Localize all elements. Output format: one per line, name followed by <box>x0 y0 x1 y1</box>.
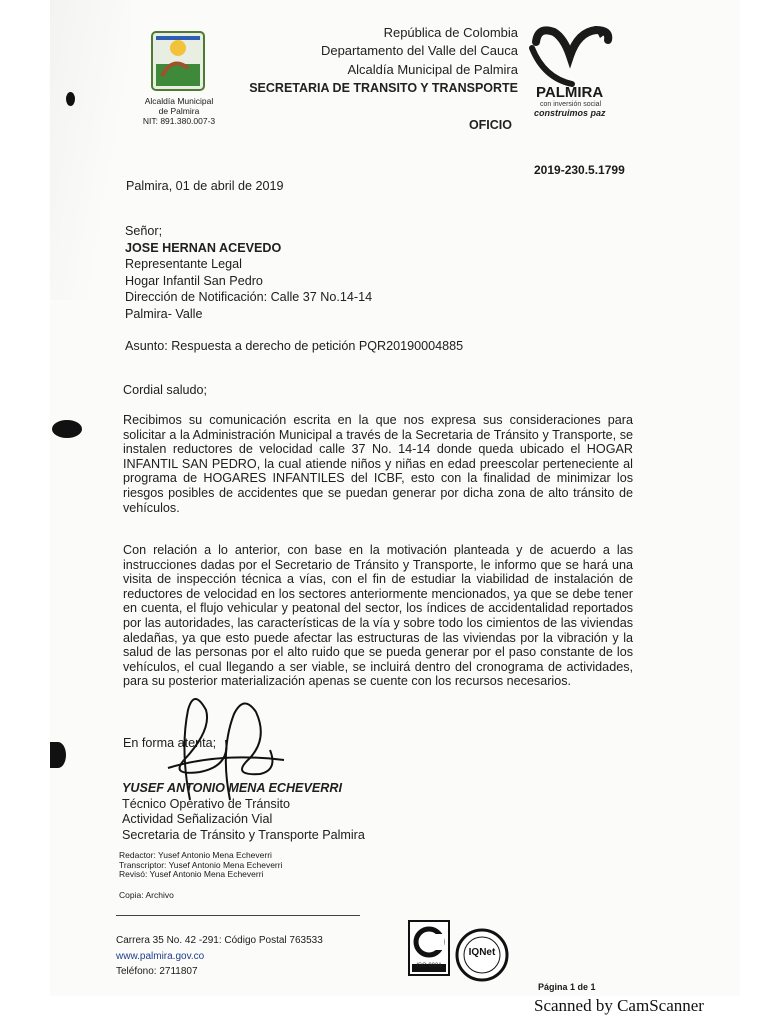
signer-name: YUSEF ANTONIO MENA ECHEVERRI <box>122 781 342 795</box>
subject-line: Asunto: Respuesta a derecho de petición PQR20190004885 <box>125 339 464 353</box>
brand-tagline-1: con inversión social <box>540 101 602 108</box>
camscanner-watermark: Scanned by CamScanner <box>534 996 704 1015</box>
crest-icon <box>148 30 208 92</box>
footer-rule <box>116 915 360 916</box>
recipient-role: Representante Legal <box>125 257 242 271</box>
crest-line1: Alcaldía Municipal <box>144 96 214 106</box>
punch-hole-top <box>66 92 75 106</box>
closing-line: En forma atenta; <box>123 736 217 750</box>
brand-tagline-2: construimos paz <box>534 108 606 118</box>
page-fold <box>50 0 130 300</box>
signer-block <box>122 781 462 843</box>
iso-label: ISO 9001 <box>416 963 442 969</box>
recipient-city: Palmira- Valle <box>125 306 203 321</box>
heart-logo-icon <box>526 22 616 88</box>
footer-web[interactable]: www.palmira.gov.co <box>116 951 205 962</box>
recipient-org: Hogar Infantil San Pedro <box>125 273 263 288</box>
iso-seal <box>408 920 450 992</box>
punch-hole-middle <box>52 420 82 438</box>
punch-hole-bottom <box>50 742 66 768</box>
credit-copia: Copia: Archivo <box>119 890 174 900</box>
scan-margin <box>0 0 50 1024</box>
recipient-address: Dirección de Notificación: Calle 37 No.14-14 <box>125 290 373 304</box>
credit-reviso: Revisó: Yusef Antonio Mena Echeverri <box>119 869 264 879</box>
footer-address: Carrera 35 No. 42 -291: Código Postal 763533 <box>116 935 323 946</box>
recipient-name: JOSE HERNAN ACEVEDO <box>125 240 282 255</box>
date-line: Palmira, 01 de abril de 2019 <box>126 179 284 193</box>
header-department: Departamento del Valle del Cauca <box>320 43 518 58</box>
iqnet-label: IQNet <box>468 947 496 958</box>
recipient-salutation: Señor; <box>125 224 163 238</box>
paragraph-1: Recibimos su comunicación escrita en la que nos expresa sus consideraciones para solicitar a la Administración Municipal a través de la Secretaria de Tránsito y Transporte, se instalen reductores de velocidad calle 37 No. 14-14 donde queda ubicado el HOGAR INFANTIL SAN PEDRO, la cual atiende niños y niñas en edad preescolar perteneciente al programa de HOGARES INFANTILES del ICBF, esto con la finalidad de minimizar los riesgos posibles de accidentes que se puedan generar por dicha zona de alto tránsito de vehículos. <box>123 413 633 515</box>
page-number: Página 1 de 1 <box>538 982 596 992</box>
iqnet-seal <box>455 928 509 982</box>
brand-name: PALMIRA <box>536 84 604 101</box>
header-secretariat: SECRETARIA DE TRANSITO Y TRANSPORTE <box>249 81 518 95</box>
credit-redactor: Redactor: Yusef Antonio Mena Echeverri <box>119 850 272 860</box>
signer-title: Técnico Operativo de Tránsito <box>122 796 290 811</box>
signer-office: Secretaria de Tránsito y Transporte Palmira <box>122 827 365 842</box>
header-municipality: Alcaldía Municipal de Palmira <box>347 62 518 77</box>
footer-phone: Teléfono: 2711807 <box>116 966 198 977</box>
header-republic: República de Colombia <box>383 25 518 40</box>
credit-transcriptor: Transcriptor: Yusef Antonio Mena Echeverri <box>119 859 283 870</box>
reference-number: 2019-230.5.1799 <box>534 163 625 177</box>
crest-line2: de Palmira <box>158 106 200 116</box>
paragraph-2: Con relación a lo anterior, con base en la motivación planteada y de acuerdo a las instrucciones dadas por el Secretario de Tránsito y Transporte, le informo que se hará una visita de inspección técnica a vías, con el fin de estudiar la viabilidad de instalación de reductores de velocidad en los sectores anteriormente mencionados, ya que se debe tener en cuenta, el flujo vehicular y peatonal del sector, los índices de accidentalidad reportados por las autoridades, las características de la vía y sobre todo los cimientos de las viviendas aledañas, ya que esto puede afectar las estructuras de las viviendas por la vibración y la salud de las personas por el alto ruido que se pueda generar por el paso constante de los vehículos, el cual llegando a ser viable, se incluirá dentro del cronograma de actividades, para su posterior materialización apenas se cuente con los recursos necesarios. <box>123 543 633 689</box>
credits-block <box>119 851 359 880</box>
municipal-crest <box>148 30 208 92</box>
greeting: Cordial saludo; <box>123 383 208 397</box>
recipient-block <box>125 223 525 322</box>
signer-activity: Actividad Señalización Vial <box>122 812 273 826</box>
doc-type: OFICIO <box>468 118 512 132</box>
crest-nit: NIT: 891.380.007-3 <box>142 116 216 126</box>
